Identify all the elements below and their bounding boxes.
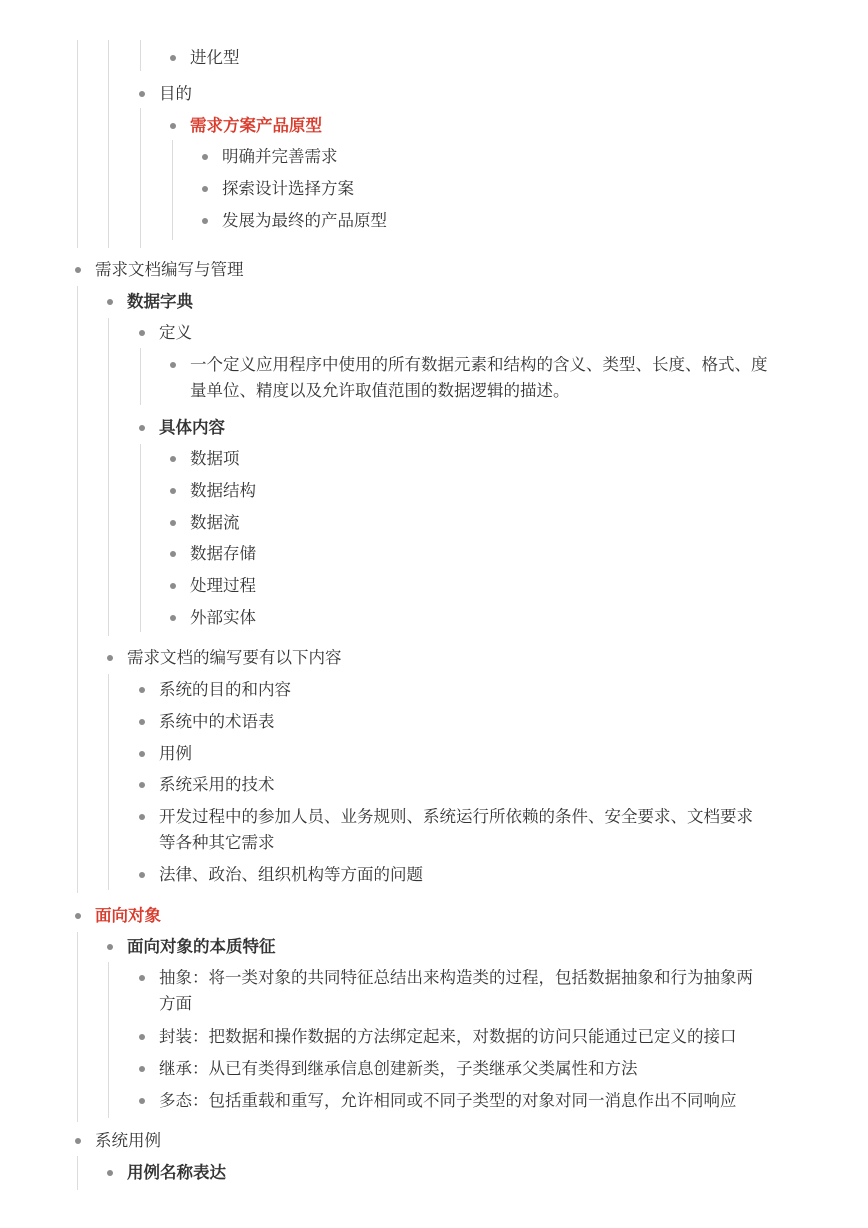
outline-guide-line [108,674,109,890]
bullet-dot-icon[interactable] [170,362,176,368]
outline-node-text: 继承：从已有类得到继承信息创建新类，子类继承父类属性和方法 [159,1059,638,1078]
outline-node-text: 需求文档的编写要有以下内容 [127,648,342,667]
bullet-dot-icon[interactable] [139,751,145,757]
outline-node[interactable] [190,352,820,404]
bullet-dot-icon[interactable] [139,814,145,820]
bullet-dot-icon[interactable] [170,583,176,589]
outline-node-text: 发展为最终的产品原型 [222,211,387,230]
outline-guide-line [77,286,78,893]
outline-node-text: 开发过程中的参加人员、业务规则、系统运行所依赖的条件、安全要求、文档要求 等各种其它需求 [159,807,753,852]
outline-node-text: 数据项 [190,449,240,468]
outline-node-text: 数据流 [190,513,240,532]
outline-guide-line [172,140,173,240]
bullet-dot-icon[interactable] [139,687,145,693]
bullet-dot-icon[interactable] [75,267,81,273]
bullet-dot-icon[interactable] [170,520,176,526]
outline-node[interactable] [190,45,820,71]
outline-node-text: 进化型 [190,48,240,67]
outline-node[interactable] [190,605,820,631]
outline-node-text: 多态：包括重载和重写，允许相同或不同子类型的对象对同一消息作出不同响应 [159,1091,737,1110]
outline-node-text: 数据存储 [190,544,256,563]
outline-node[interactable] [159,1056,820,1082]
outline-node[interactable] [222,176,820,202]
bullet-dot-icon[interactable] [75,1138,81,1144]
outline-node-text: 抽象：将一类对象的共同特征总结出来构造类的过程，包括数据抽象和行为抽象两 方面 [159,968,753,1013]
outline-node[interactable] [127,934,820,960]
outline-node[interactable] [190,541,820,567]
outline-node[interactable] [159,804,820,856]
bullet-dot-icon[interactable] [139,91,145,97]
outline-node-text: 用例 [159,744,192,763]
outline-guide-line [140,40,141,71]
outline-node-text: 封装：把数据和操作数据的方法绑定起来，对数据的访问只能通过已定义的接口 [159,1027,737,1046]
bullet-dot-icon[interactable] [202,154,208,160]
outline-guide-line [140,348,141,405]
outline-node-text: 数据结构 [190,481,256,500]
outline-guide-line [77,1156,78,1190]
outline-guide-line [77,40,78,248]
outline-guide-line [108,40,109,248]
outline-node[interactable] [159,1088,820,1114]
outline-node[interactable] [159,965,820,1017]
outline-node-text: 法律、政治、组织机构等方面的问题 [159,865,423,884]
bullet-dot-icon[interactable] [139,975,145,981]
outline-node[interactable] [159,677,820,703]
outline-node-text: 定义 [159,323,192,342]
outline-guide-line [140,444,141,632]
outline-guide-line [140,108,141,248]
outline-node-text: 需求方案产品原型 [190,116,322,135]
outline-node-text: 具体内容 [159,418,225,437]
outline-node-text: 处理过程 [190,576,256,595]
outline-node[interactable] [222,144,820,170]
outline-node[interactable] [159,741,820,767]
outline-node-text: 面向对象 [95,906,161,925]
outline-node[interactable] [190,478,820,504]
outline-guide-line [108,962,109,1118]
outline-node[interactable] [159,81,820,107]
bullet-dot-icon[interactable] [139,1098,145,1104]
outline-node-text: 用例名称表达 [127,1163,226,1182]
outline-node[interactable] [159,415,820,441]
bullet-dot-icon[interactable] [139,872,145,878]
outline-node-text: 明确并完善需求 [222,147,338,166]
outline-node[interactable] [190,573,820,599]
outline-node[interactable] [190,510,820,536]
bullet-dot-icon[interactable] [139,1034,145,1040]
bullet-dot-icon[interactable] [107,1170,113,1176]
bullet-dot-icon[interactable] [107,299,113,305]
bullet-dot-icon[interactable] [170,55,176,61]
outline-node-text: 目的 [159,84,192,103]
outline-node[interactable] [95,903,820,929]
outline-node[interactable] [159,1024,820,1050]
outline-node[interactable] [127,645,820,671]
bullet-dot-icon[interactable] [139,782,145,788]
outline-guide-line [108,318,109,636]
outline-node-text: 外部实体 [190,608,256,627]
outline-node-text: 系统中的术语表 [159,712,275,731]
outline-node[interactable] [95,1128,820,1154]
outline-node[interactable] [159,862,820,888]
outline-node[interactable] [95,257,820,283]
outline-node[interactable] [127,1160,820,1186]
bullet-dot-icon[interactable] [139,719,145,725]
bullet-dot-icon[interactable] [202,186,208,192]
outline-node[interactable] [159,772,820,798]
outline-node-text: 数据字典 [127,292,193,311]
outline-node[interactable] [222,208,820,234]
bullet-dot-icon[interactable] [139,1066,145,1072]
outline-node[interactable] [159,320,820,346]
outline-node-text: 系统的目的和内容 [159,680,291,699]
outline-guide-line [77,932,78,1122]
outline-node[interactable] [127,289,820,315]
bullet-dot-icon[interactable] [107,944,113,950]
bullet-dot-icon[interactable] [170,123,176,129]
bullet-dot-icon[interactable] [75,913,81,919]
outline-node-text: 一个定义应用程序中使用的所有数据元素和结构的含义、类型、长度、格式、度 量单位、精度以及允许取值范围的数据逻辑的描述。 [190,355,768,400]
bullet-dot-icon[interactable] [107,655,113,661]
outline-node[interactable] [159,709,820,735]
bullet-dot-icon[interactable] [170,551,176,557]
bullet-dot-icon[interactable] [202,218,208,224]
bullet-dot-icon[interactable] [170,456,176,462]
bullet-dot-icon[interactable] [139,425,145,431]
outline-node[interactable] [190,446,820,472]
outline-node-text: 系统采用的技术 [159,775,275,794]
outline-node-text: 需求文档编写与管理 [95,260,244,279]
bullet-dot-icon[interactable] [170,615,176,621]
outline-node-text: 探索设计选择方案 [222,179,354,198]
outline-node-text: 面向对象的本质特征 [127,937,276,956]
outline-node[interactable] [190,113,820,139]
outline-node-text: 系统用例 [95,1131,161,1150]
bullet-dot-icon[interactable] [139,330,145,336]
bullet-dot-icon[interactable] [170,488,176,494]
